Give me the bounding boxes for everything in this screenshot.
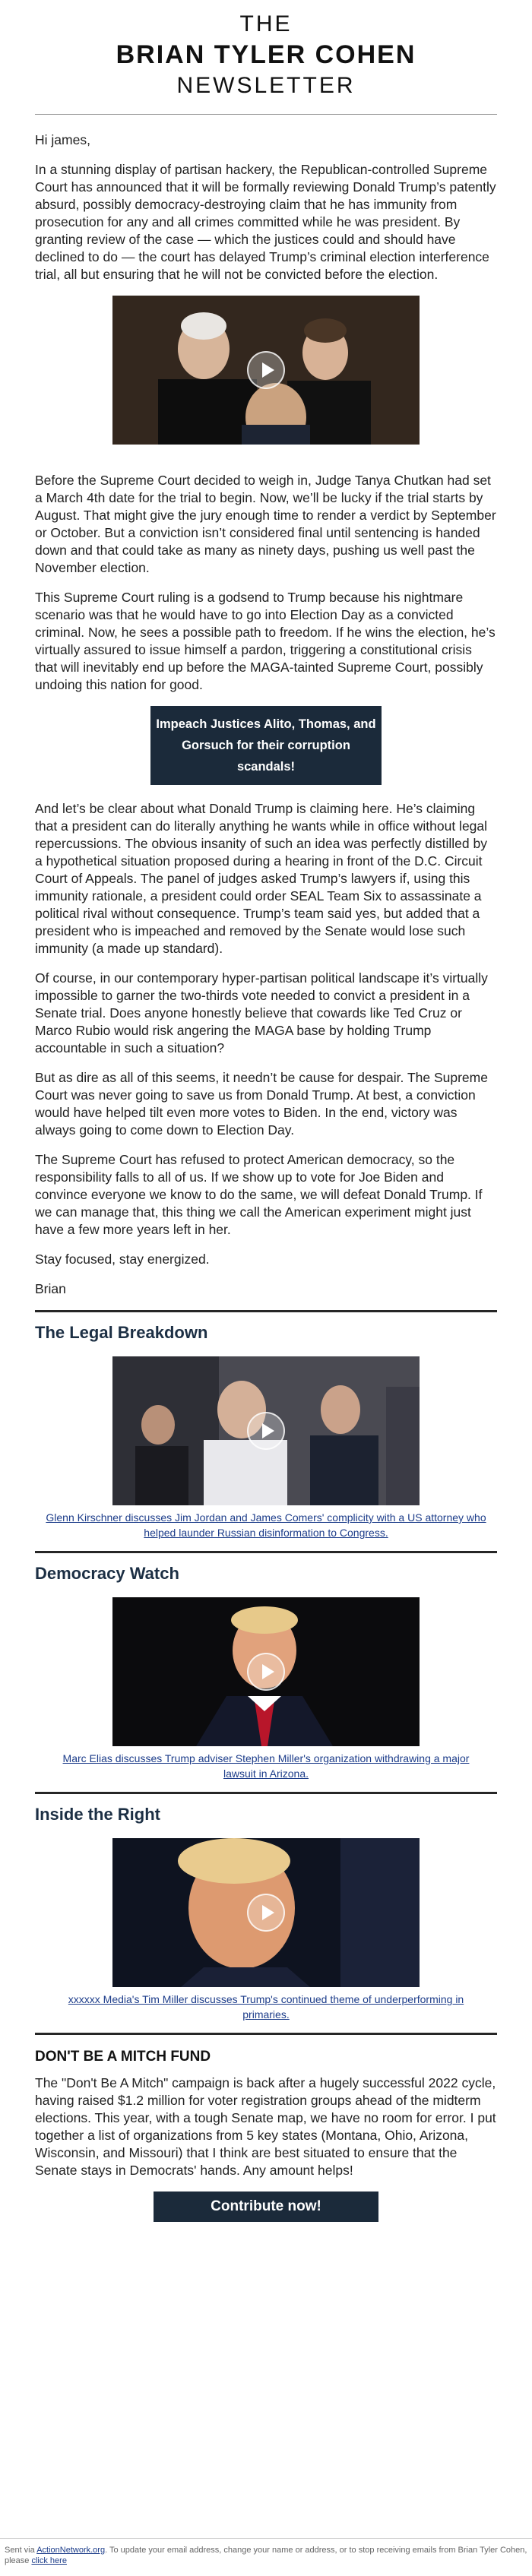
masthead <box>0 0 532 100</box>
section-divider <box>35 1551 497 1553</box>
inside-the-right-caption-link[interactable]: xxxxxx Media's Tim Miller discusses Trump's continued theme of underperforming in primaries. <box>68 1993 464 2021</box>
inside-the-right-video-thumbnail[interactable] <box>112 1838 420 1987</box>
play-icon[interactable] <box>247 1894 285 1932</box>
section-divider <box>35 2033 497 2035</box>
paragraph-1: In a stunning display of partisan hackery, the Republican-controlled Supreme Court has announced that it will be formally reviewing Donald Trump’s patently absurd, possibly democracy-destroying claim that he has immunity from prosecution for any and all crimes committed while he was president. By granting review of the case — which the justices could and should have declined to do — the court has delayed Trump’s criminal election interference trial, all but ensuring that he will not be convicted before the election. <box>35 162 496 282</box>
fund-body: The "Don't Be A Mitch" campaign is back after a hugely successful 2022 cycle, having raised $1.2 million for voter registration groups ahead of the midterm elections. This year, with a tough Senate map, we have no room for error. I put together a list of organizations from 5 key states (Montana, Ohio, Arizona, Wisconsin, and Missouri) that I think are best situated to ensure that the Senate stays in Democrats' hands. Any amount helps! <box>35 2075 496 2178</box>
paragraph-4: And let’s be clear about what Donald Trump is claiming here. He’s claiming that a president can do literally anything he wants while in office without legal repercussions. The obvious insanity of such an idea was perfectly distilled by a hypothetical situation proposed during a hearing in front of the D.C. Circuit Court of Appeals. The panel of judges asked Trump’s lawyers if, using this immunity rationale, a president could order SEAL Team Six to assassinate a political rival without consequence. Trump’s team said yes, but added that a president who is impeached and removed by the Senate would lose such immunity (a made up standard). <box>35 801 488 956</box>
play-icon[interactable] <box>247 351 285 389</box>
section-title-democracy-watch: Democracy Watch <box>35 1564 179 1583</box>
paragraph-5: Of course, in our contemporary hyper-partisan political landscape it’s virtually impossible to garner the two-thirds vote needed to convict a president in a Senate trial. Does anyone honestly believe that cowards like Ted Cruz or Marco Rubio would risk angering the MAGA base by holding Trump accountable in such a situation? <box>35 970 488 1055</box>
section-title-legal-breakdown: The Legal Breakdown <box>35 1323 208 1342</box>
masthead-newsletter: NEWSLETTER <box>176 73 356 98</box>
paragraph-8: Stay focused, stay energized. <box>35 1252 210 1267</box>
footer <box>0 2538 532 2566</box>
header-rule <box>35 114 497 115</box>
legal-breakdown-video-thumbnail[interactable] <box>112 1356 420 1505</box>
supreme-court-video-thumbnail[interactable] <box>112 296 420 445</box>
fund-title: DON'T BE A MITCH FUND <box>35 2049 211 2065</box>
section-divider <box>35 1310 497 1312</box>
footer-sent-via: Sent via <box>5 2546 35 2555</box>
section-divider <box>35 1792 497 1794</box>
unsubscribe-link[interactable]: click here <box>31 2556 67 2565</box>
fund-body-wrap <box>0 2074 532 2179</box>
paragraph-2: Before the Supreme Court decided to weigh in, Judge Tanya Chutkan had set a March 4th date for the trial to begin. Now, we’ll be lucky if the trial starts by August. That might give the jury enough time to render a verdict by September or October. But a conviction isn’t considered final until sentencing is handed down and that could take as many as ninety days, pushing us well past the November election. <box>35 473 496 575</box>
paragraph-6: But as dire as all of this seems, it needn’t be cause for despair. The Supreme Court was never going to save us from Donald Trump. At best, a conviction would have helped tilt even more votes to Biden. In the end, victory was always going to come down to Election Day. <box>35 1070 488 1138</box>
play-icon[interactable] <box>247 1653 285 1691</box>
impeach-justices-link[interactable]: Impeach Justices Alito, Thomas, and Gorsuch for their corruption scandals! <box>150 706 382 785</box>
section-title-inside-the-right: Inside the Right <box>35 1805 160 1824</box>
masthead-name: BRIAN TYLER COHEN <box>116 40 416 69</box>
masthead-the: THE <box>239 11 293 36</box>
democracy-watch-video-thumbnail[interactable] <box>112 1597 420 1746</box>
paragraph-7: The Supreme Court has refused to protect American democracy, so the responsibility falls to all of us. If we show up to vote for Joe Biden and convince everyone we know to do the same, we will defeat Donald Trump. If we can manage that, this thing we call the American experiment might just have a few more years left in her. <box>35 1152 483 1237</box>
signoff: Brian <box>35 1281 66 1296</box>
legal-breakdown-caption-link[interactable]: Glenn Kirschner discusses Jim Jordan and James Comers' complicity with a US attorney who helped launder Russian disinformation to Congress. <box>46 1511 486 1539</box>
paragraph-3: This Supreme Court ruling is a godsend to Trump because his nightmare scenario was that he would have to go into Election Day as a convicted criminal. Now, he sees a possible path to freedom. If he wins the election, he’s virtually assured to issue himself a pardon, triggering a constitutional crisis that will inevitably end up before the MAGA-tainted Supreme Court, possibly undoing this nation for good. <box>35 590 496 692</box>
actionnetwork-link[interactable]: ActionNetwork.org <box>36 2546 106 2555</box>
greeting: Hi james, <box>35 132 90 147</box>
democracy-watch-caption-link[interactable]: Marc Elias discusses Trump adviser Stephen Miller's organization withdrawing a major lawsuit in Arizona. <box>62 1752 470 1780</box>
footer-text: . To update your email address, change your name or address, or to stop receiving emails from Brian Tyler Cohen, please <box>5 2546 527 2565</box>
letter-body <box>0 131 532 1298</box>
contribute-button[interactable]: Contribute now! <box>154 2191 378 2222</box>
play-icon[interactable] <box>247 1412 285 1450</box>
